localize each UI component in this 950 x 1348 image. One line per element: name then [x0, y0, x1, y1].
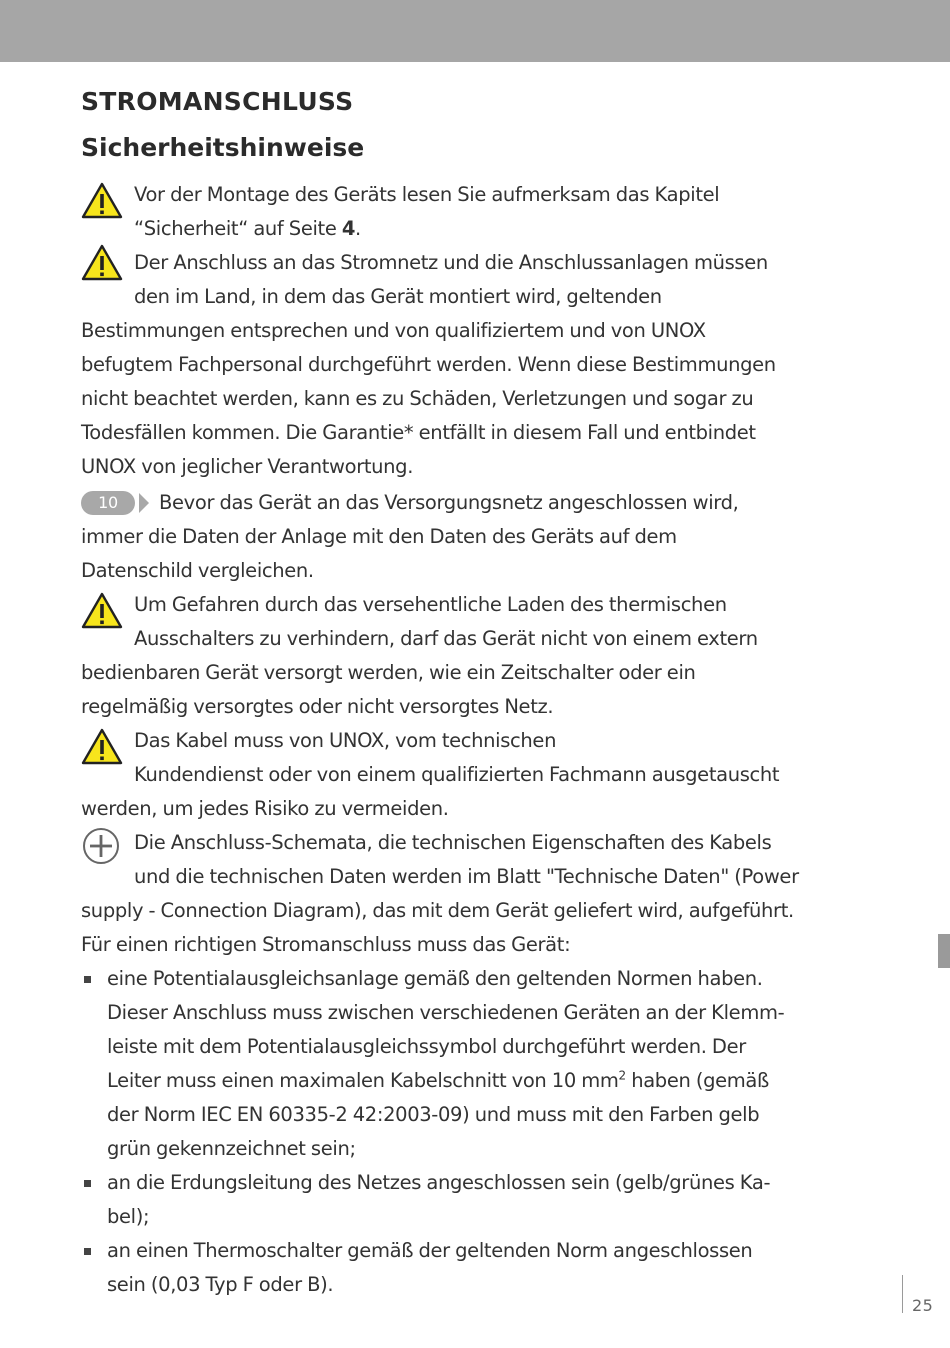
header-bar: [0, 0, 950, 62]
warning-triangle-icon: [81, 592, 123, 641]
text-line: Um Gefahren durch das versehentliche Laden des thermischen: [134, 593, 727, 616]
text-line: Für einen richtigen Stromanschluss muss das Gerät:: [81, 933, 571, 956]
info-block-technical-data: [81, 826, 871, 962]
figure-reference-badge: 10: [81, 491, 135, 515]
text-line: UNOX von jeglicher Verantwortung.: [81, 455, 414, 478]
text-line: den im Land, in dem das Gerät montiert wird, geltenden: [134, 285, 662, 308]
plus-circle-icon: [81, 826, 121, 877]
section-title: STROMANSCHLUSS: [81, 87, 354, 116]
reference-block-data-plate: [81, 486, 871, 588]
bullet-square-icon: [84, 1180, 91, 1187]
list-item: eine Potentialausgleichsanlage gemäß den geltenden Normen haben. Dieser Anschluss muss zwischen verschiedenen Geräten an der Klemm- leiste mit dem Potentialausgleichssymbol durchgeführt werden. Der Leiter muss einen maximalen Kabelschnitt von 10 $mm^2$ haben (gemäß der Norm IEC EN 60335-2 42:2003-09) und muss mit den Farben gelb grün gekennzeichnet sein;: [81, 962, 871, 1166]
section-subtitle: Sicherheitshinweise: [81, 133, 365, 162]
warning-triangle-icon: [81, 182, 123, 231]
text-line: bedienbaren Gerät versorgt werden, wie ein Zeitschalter oder ein: [81, 661, 696, 684]
text-line: und die technischen Daten werden im Blatt "Technische Daten" (Power: [134, 865, 799, 888]
text-line: Datenschild vergleichen.: [81, 559, 314, 582]
text-line: Das Kabel muss von UNOX, vom technischen: [134, 729, 557, 752]
text-line: Die Anschluss-Schemata, die technischen Eigenschaften des Kabels: [134, 831, 772, 854]
warning-triangle-icon: [81, 244, 123, 293]
text-line: “Sicherheit“ auf Seite 4.: [134, 217, 361, 240]
requirements-list: [81, 962, 871, 1302]
text-line: werden, um jedes Risiko zu vermeiden.: [81, 797, 449, 820]
warning-block-thermal-switch: [81, 588, 871, 724]
list-item: an einen Thermoschalter gemäß der geltenden Norm angeschlossen sein (0,03 Typ F oder B).: [81, 1234, 871, 1302]
text-line: regelmäßig versorgtes oder nicht versorgtes Netz.: [81, 695, 554, 718]
bullet-square-icon: [84, 976, 91, 983]
warning-triangle-icon: [81, 728, 123, 777]
page-number-divider: [902, 1275, 903, 1313]
text-line: Kundendienst oder von einem qualifizierten Fachmann ausgetauscht: [134, 763, 780, 786]
chapter-tab: [938, 934, 950, 968]
arrow-right-icon: [139, 493, 149, 513]
text-line: Bestimmungen entsprechen und von qualifiziertem und von UNOX: [81, 319, 706, 342]
warning-block-regulations: [81, 246, 871, 484]
text-line: Ausschalters zu verhindern, darf das Gerät nicht von einem extern: [134, 627, 758, 650]
text-line: befugtem Fachpersonal durchgeführt werden. Wenn diese Bestimmungen: [81, 353, 776, 376]
text-line: Vor der Montage des Geräts lesen Sie aufmerksam das Kapitel: [134, 183, 720, 206]
page-reference: 4: [341, 217, 356, 240]
bullet-square-icon: [84, 1248, 91, 1255]
warning-block-cable-replacement: [81, 724, 871, 826]
warning-block-safety-chapter: [81, 178, 871, 246]
text-line: Der Anschluss an das Stromnetz und die Anschlussanlagen müssen: [134, 251, 768, 274]
page-content: [81, 84, 871, 1302]
text-line: 10 Bevor das Gerät an das Versorgungsnetz angeschlossen wird,: [81, 486, 871, 520]
text-line: immer die Daten der Anlage mit den Daten des Geräts auf dem: [81, 525, 677, 548]
text-line: Todesfällen kommen. Die Garantie* entfällt in diesem Fall und entbindet: [81, 421, 756, 444]
text-line: nicht beachtet werden, kann es zu Schäden, Verletzungen und sogar zu: [81, 387, 754, 410]
text-line: supply - Connection Diagram), das mit dem Gerät geliefert wird, aufgeführt.: [81, 899, 794, 922]
list-item: an die Erdungsleitung des Netzes angeschlossen sein (gelb/grünes Ka- bel);: [81, 1166, 871, 1234]
page-number: 25: [912, 1296, 934, 1315]
